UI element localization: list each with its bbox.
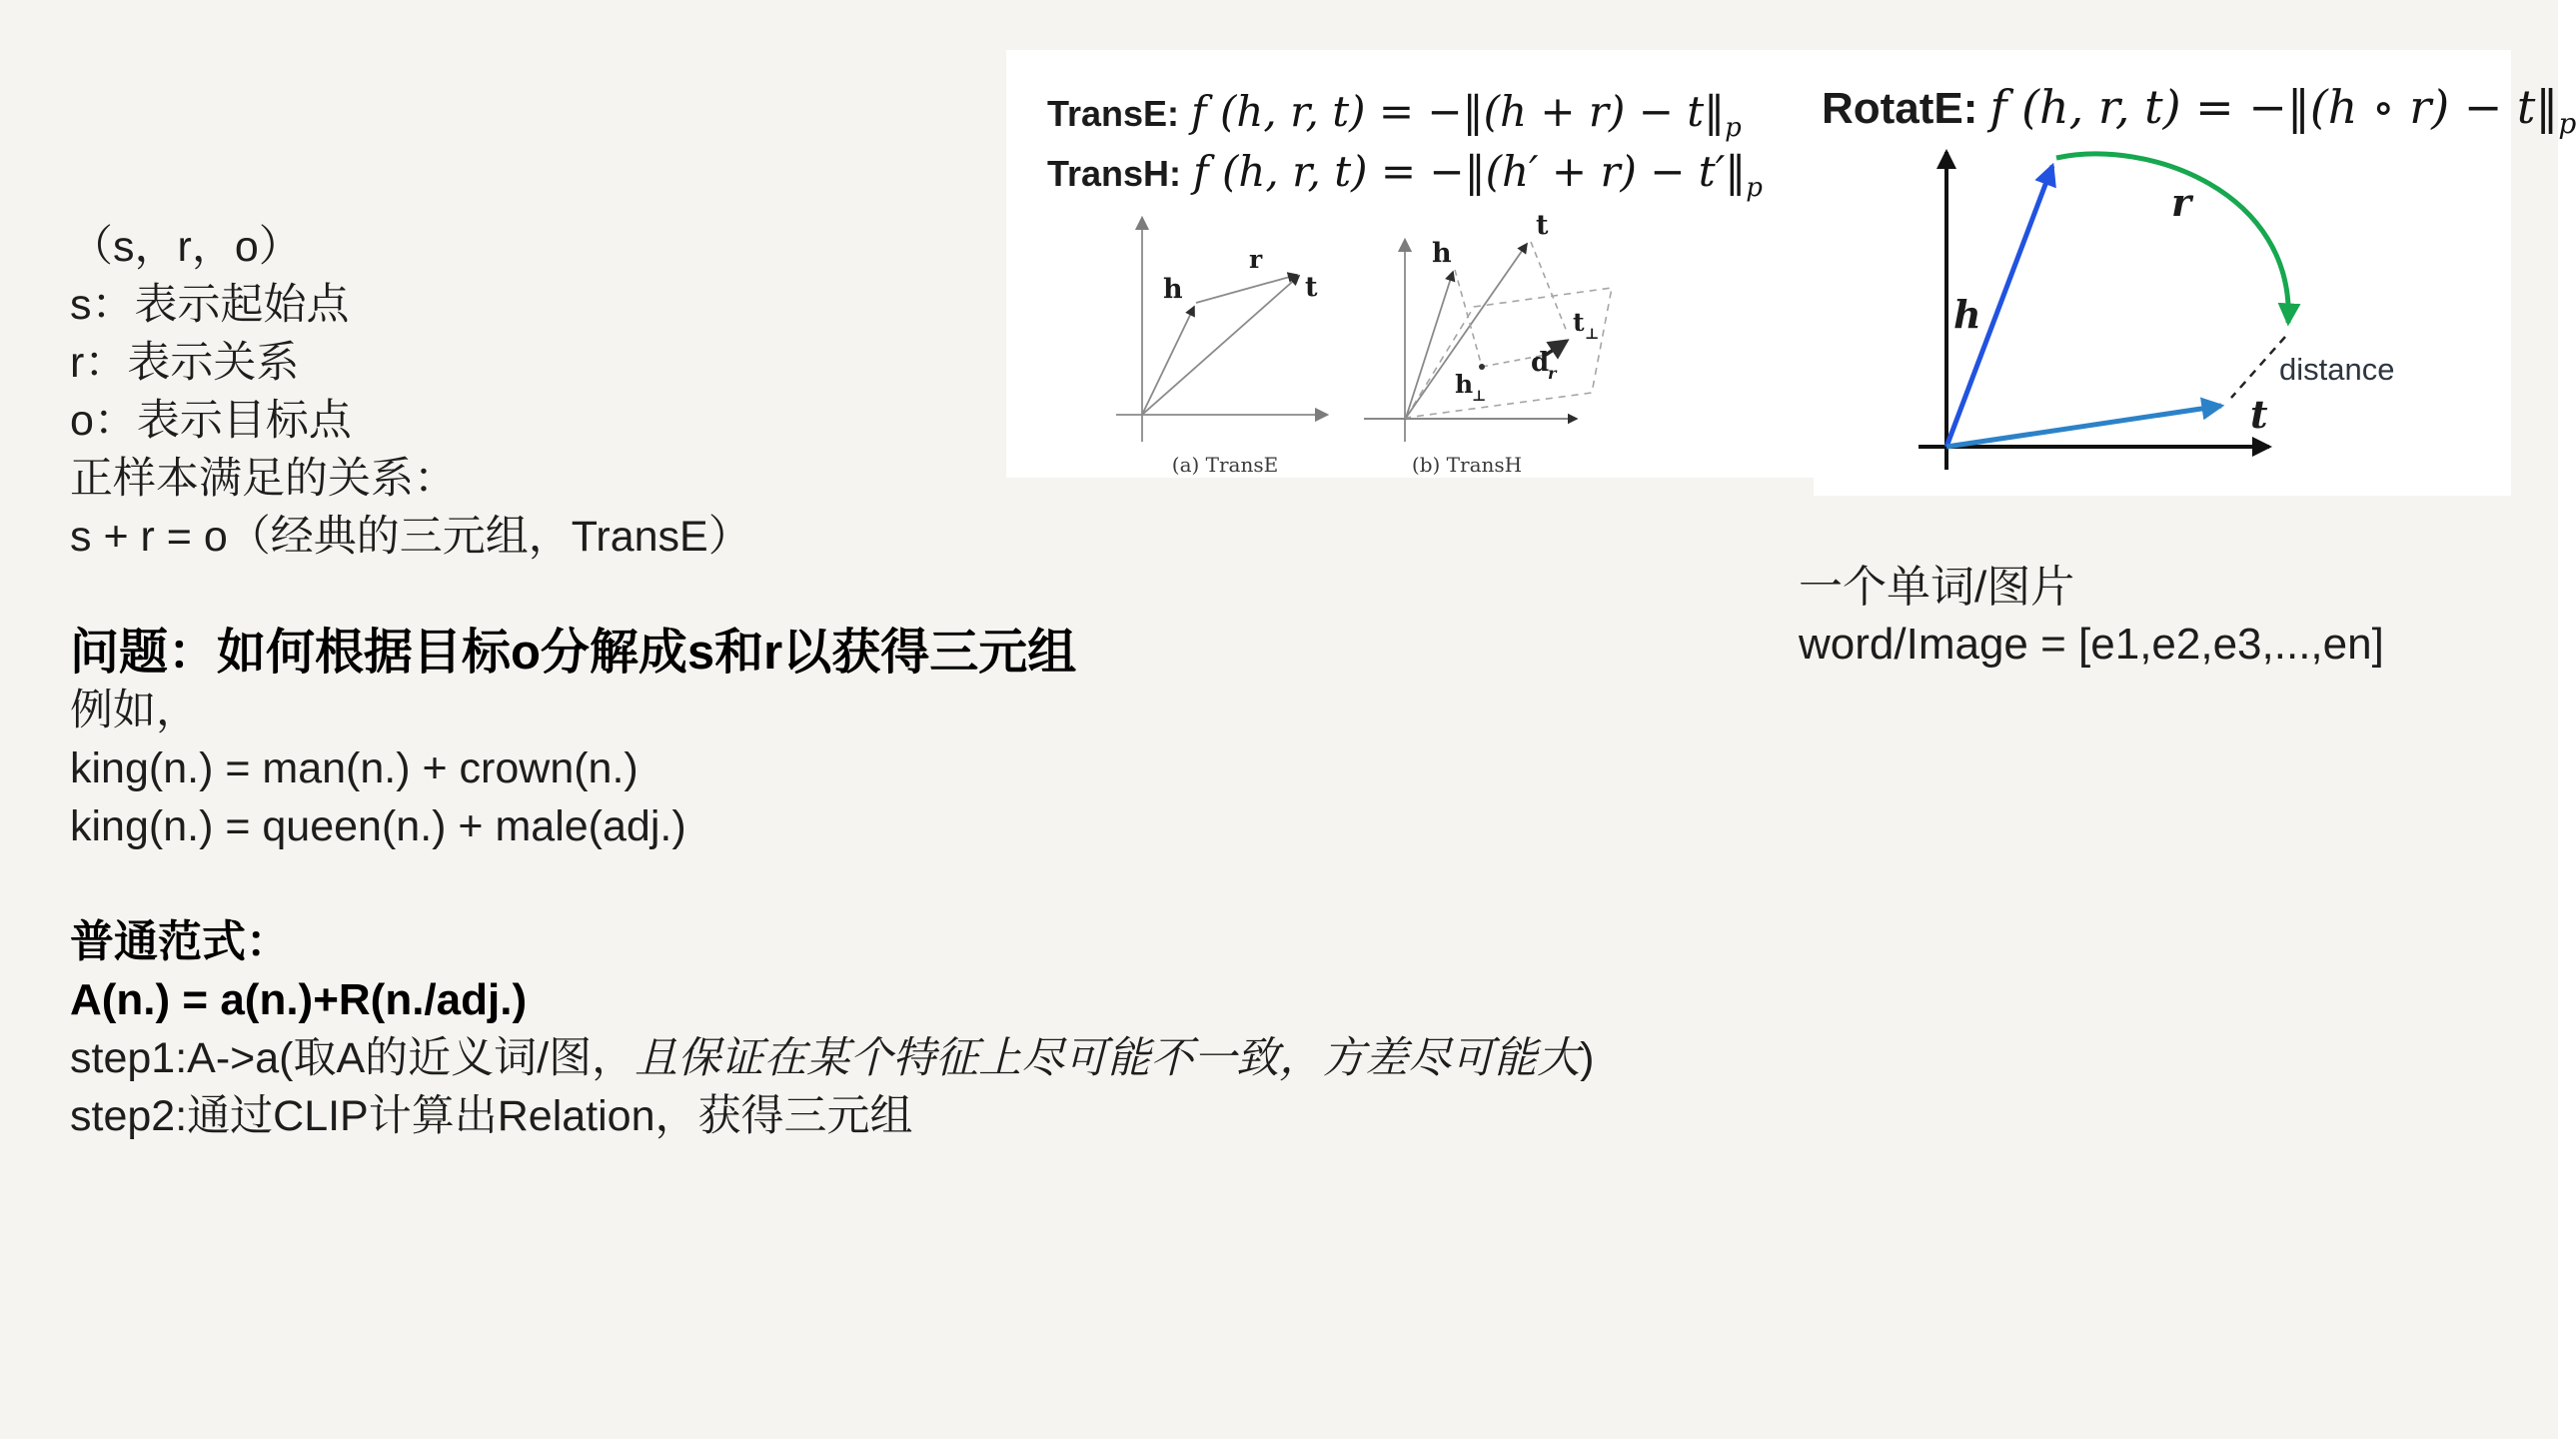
transh-formula [1047,147,1763,203]
transe-t-label: t [1305,272,1318,303]
transh-hperp-label: h [1455,370,1474,399]
transe-formula-body: f (h, r, t) = −‖(h + r) − t‖ [1191,87,1726,136]
rotate-diagram [1904,140,2511,485]
rotate-t-label: t [2250,392,2268,437]
transh-t-label: t [1536,210,1549,241]
rotate-formula-subscript: p [2558,107,2576,140]
step1-italic-note: 且保证在某个特征上尽可能不一致，方差尽可能大 [635,1034,1581,1082]
rotate-distance-line [2231,337,2285,398]
transh-h-vector [1406,272,1453,418]
example-intro-line: 例如， [70,687,199,734]
step2-line: step2:通过CLIP计算出Relation，获得三元组 [70,1092,913,1140]
transh-tperp-label: t [1573,308,1585,337]
step1-prefix: step1:A->a(取A的近义词/图， [70,1034,636,1082]
rotate-t-vector [1946,406,2221,447]
triple-notation-line: （s，r，o） [70,223,302,271]
transh-hperp-sub: ⊥ [1472,387,1487,405]
example-line-king-queen-male: king(n.) = queen(n.) + male(adj.) [70,802,686,850]
transh-caption: (b) TransH [1411,453,1523,477]
transe-r-vector [1196,275,1297,303]
word-embedding-vector-line: word/Image = [e1,e2,e3,...,en] [1799,620,2384,669]
paradigm-formula-line: A(n.) = a(n.)+R(n./adj.) [70,975,528,1024]
rotate-formula-label: RotatE: [1822,84,1978,133]
transe-equation-line: s + r = o（经典的三元组，TransE） [70,513,751,561]
transe-formula-subscript: p [1725,113,1742,143]
word-embedding-note [1799,559,2384,673]
question-heading: 问题：如何根据目标o分解成s和r以获得三元组 [70,626,1077,680]
transh-formula-subscript: p [1746,173,1763,203]
transh-hperp-point [1479,364,1485,370]
o-definition-line: o：表示目标点 [70,397,352,445]
example-line-king-man-crown: king(n.) = man(n.) + crown(n.) [70,744,639,792]
r-definition-line: r：表示关系 [70,339,300,387]
rotate-r-label: r [2171,180,2192,225]
rotate-formula-body: f (h, r, t) = −‖(h ∘ r) − t‖ [1989,80,2559,134]
transh-formula-body: f (h, r, t) = −‖(h′ + r) − t′‖ [1193,147,1747,196]
transh-formula-label: TransH: [1047,153,1182,194]
transe-transh-diagrams [1099,210,1659,478]
transe-r-label: r [1249,245,1263,274]
transe-h-vector [1142,307,1194,415]
rotate-h-label: h [1953,292,1981,337]
paradigm-heading: 普通范式： [70,917,290,966]
word-image-label-line: 一个单词/图片 [1799,563,2075,612]
transh-h-label: h [1432,238,1452,269]
transe-h-label: h [1163,274,1183,305]
transe-formula [1047,87,1742,143]
step1-suffix: ) [1580,1034,1595,1082]
positive-sample-line: 正样本满足的关系： [70,455,457,503]
transh-dr-sub: r [1548,364,1557,383]
step1-line [70,1029,1899,1087]
rotate-distance-label: distance [2279,352,2395,387]
transh-h-projection-line [1455,270,1482,367]
transh-t-projection-line [1531,242,1567,332]
transh-tperp-sub: ⊥ [1585,325,1600,343]
s-definition-line: s：表示起始点 [70,281,350,329]
blank-line [70,566,1899,624]
rotate-formula [1822,80,2576,140]
transh-dr-label: d [1531,348,1550,378]
transe-caption: (a) TransE [1171,453,1279,477]
blank-line [70,855,1899,913]
transe-formula-label: TransE: [1047,93,1180,134]
